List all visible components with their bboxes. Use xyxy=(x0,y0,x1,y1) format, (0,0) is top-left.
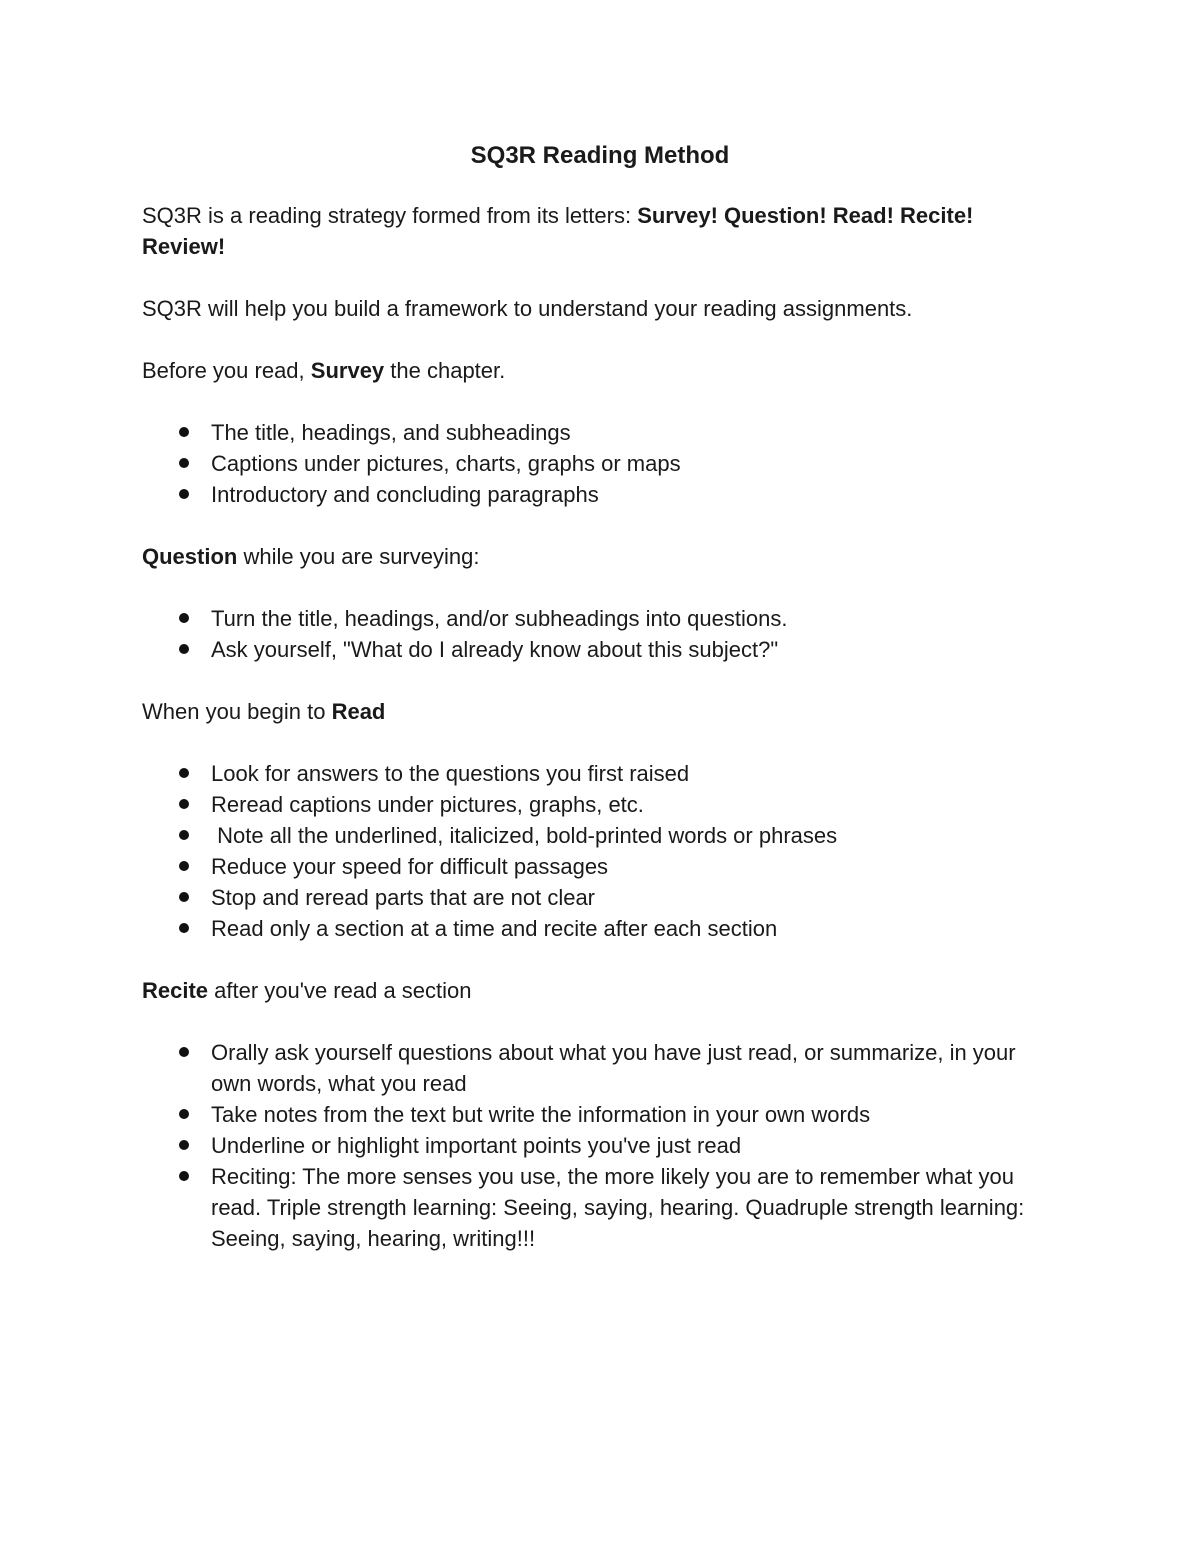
bullet-icon xyxy=(179,644,189,654)
bullet-icon xyxy=(179,892,189,902)
list-item-text: Note all the underlined, italicized, bold-printed words or phrases xyxy=(211,823,838,848)
list-item-text: Reciting: The more senses you use, the more likely you are to remember what you read. Triple strength learning: Seeing, saying, hearing. Quadruple strength learning: Seeing, saying, hearing, writing!!! xyxy=(211,1164,1025,1251)
list-item-text: Orally ask yourself questions about what you have just read, or summarize, in your own words, what you read xyxy=(211,1040,1016,1096)
survey-heading xyxy=(142,355,1042,386)
list-item-text: Captions under pictures, charts, graphs or maps xyxy=(211,451,681,476)
read-heading xyxy=(142,696,1042,727)
document-page xyxy=(142,138,1042,1285)
survey-prefix: Before you read, xyxy=(142,358,311,383)
read-list xyxy=(142,758,1042,944)
list-item xyxy=(142,851,1042,882)
bullet-icon xyxy=(179,830,189,840)
list-item-text: Take notes from the text but write the information in your own words xyxy=(211,1102,871,1127)
recite-heading xyxy=(142,975,1042,1006)
bullet-icon xyxy=(179,1109,189,1119)
list-item-text: Turn the title, headings, and/or subheadings into questions. xyxy=(211,606,788,631)
recite-suffix: after you've read a section xyxy=(208,978,472,1003)
intro-text: SQ3R is a reading strategy formed from its letters: xyxy=(142,203,638,228)
list-item xyxy=(142,603,1042,634)
list-item xyxy=(142,1037,1042,1099)
bullet-icon xyxy=(179,861,189,871)
list-item xyxy=(142,820,1042,851)
read-bold: Read xyxy=(331,699,386,724)
bullet-icon xyxy=(179,1171,189,1181)
question-bold: Question xyxy=(142,544,238,569)
list-item-text: Ask yourself, "What do I already know about this subject?" xyxy=(211,637,779,662)
bullet-icon xyxy=(179,1140,189,1150)
bullet-icon xyxy=(179,427,189,437)
list-item xyxy=(142,634,1042,665)
bullet-icon xyxy=(179,489,189,499)
question-list xyxy=(142,603,1042,665)
bullet-icon xyxy=(179,768,189,778)
survey-list xyxy=(142,417,1042,510)
list-item xyxy=(142,882,1042,913)
list-item-text: Stop and reread parts that are not clear xyxy=(211,885,596,910)
framework-paragraph: SQ3R will help you build a framework to understand your reading assignments. xyxy=(142,296,913,321)
recite-list xyxy=(142,1037,1042,1254)
bullet-icon xyxy=(179,923,189,933)
page-title: SQ3R Reading Method xyxy=(470,142,730,169)
intro-bold-steps: Survey! Question! Read! Recite! Review! xyxy=(142,203,974,259)
list-item-text: Underline or highlight important points you've just read xyxy=(211,1133,742,1158)
list-item xyxy=(142,448,1042,479)
bullet-icon xyxy=(179,1047,189,1057)
list-item-text: Read only a section at a time and recite after each section xyxy=(211,916,778,941)
list-item-text: Look for answers to the questions you first raised xyxy=(211,761,690,786)
list-item xyxy=(142,1099,1042,1130)
list-item-text: The title, headings, and subheadings xyxy=(211,420,571,445)
question-suffix: while you are surveying: xyxy=(237,544,480,569)
list-item xyxy=(142,913,1042,944)
read-prefix: When you begin to xyxy=(142,699,332,724)
question-heading xyxy=(142,541,1042,572)
list-item-text: Reduce your speed for difficult passages xyxy=(211,854,609,879)
survey-bold: Survey xyxy=(310,358,385,383)
recite-bold: Recite xyxy=(142,978,209,1003)
survey-suffix: the chapter. xyxy=(384,358,506,383)
bullet-icon xyxy=(179,799,189,809)
list-item xyxy=(142,479,1042,510)
list-item xyxy=(142,417,1042,448)
intro-paragraph xyxy=(142,200,1042,262)
list-item xyxy=(142,758,1042,789)
list-item-text: Reread captions under pictures, graphs, etc. xyxy=(211,792,644,817)
list-item-text: Introductory and concluding paragraphs xyxy=(211,482,599,507)
list-item xyxy=(142,1130,1042,1161)
bullet-icon xyxy=(179,613,189,623)
list-item xyxy=(142,789,1042,820)
bullet-icon xyxy=(179,458,189,468)
list-item xyxy=(142,1161,1042,1254)
